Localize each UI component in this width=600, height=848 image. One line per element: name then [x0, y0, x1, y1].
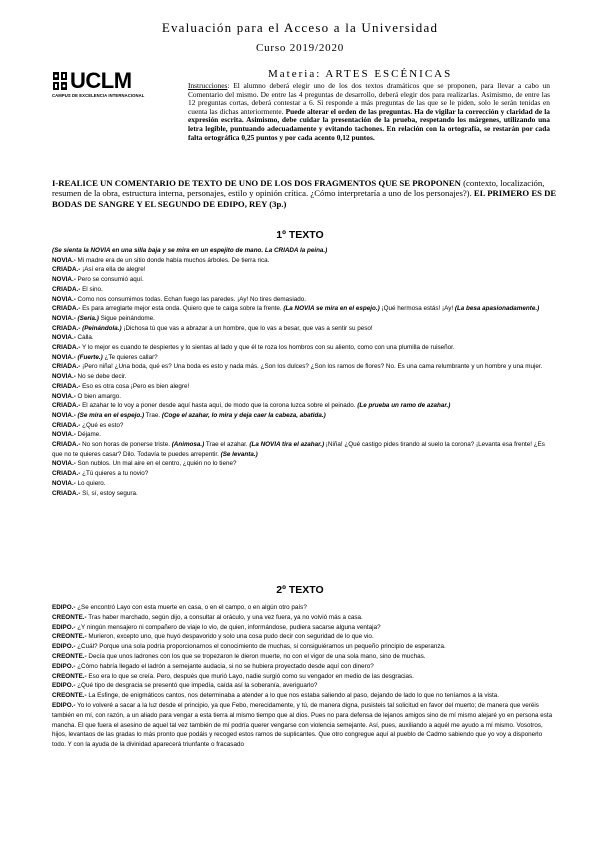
instructions-label: Instrucciones	[188, 81, 228, 90]
line-text: Pero se consumió aquí.	[75, 276, 144, 284]
line-text: Lo quiero.	[75, 479, 106, 487]
speaker-name: EDIPO.-	[52, 662, 76, 670]
speaker-name: CRIADA.-	[52, 382, 81, 390]
task-lead: I-REALICE UN COMENTARIO DE TEXTO DE UNO DE LOS DOS FRAGMENTOS QUE SE PROPONEN	[52, 178, 461, 188]
dialogue-line	[52, 382, 557, 392]
line-text: No se debe decir.	[75, 373, 127, 381]
dialogue-line	[52, 343, 557, 353]
speaker-name: NOVIA.-	[52, 411, 76, 419]
line-text: ¡Niña! ¿Qué castigo pides tirando al suelo la corona? ¡Levanta esa frente! ¿Es que no te quieres casar? Dilo. Todavía te puedes arrepentir.	[52, 441, 545, 458]
dialogue-line	[52, 353, 557, 363]
line-text: Y lo mejor es cuando te despiertes y lo sientas al lado y que él te roza los hombros con su aliento, como con una plumilla de ruiseñor.	[80, 344, 455, 352]
stage-direction: (Seria.)	[75, 314, 99, 322]
line-text: ¡Dichosa tú que vas a abrazar a un hombre, que lo vas a besar, que vas a sentir su peso!	[121, 324, 373, 332]
line-text: Trae.	[144, 411, 162, 419]
text2-dialogue	[52, 603, 557, 750]
dialogue-line	[52, 314, 557, 324]
text1-dialogue	[52, 246, 557, 498]
dialogue-line	[52, 362, 557, 372]
speaker-name: CRIADA.-	[52, 441, 81, 449]
speaker-name: CREONTE.-	[52, 692, 87, 700]
line-text: Decía que unos ladrones con los que se tropezaron le dieron muerte, no con el vigor de una sola mano, sino de muchas.	[86, 652, 426, 660]
line-text: Mi madre era de un sitio donde había muchos árboles. De tierra rica.	[75, 256, 270, 264]
line-text: Es para arreglarte mejor esta onda. Quiero que te caiga sobre la frente.	[80, 305, 284, 313]
line-text: La Esfinge, de enigmáticos cantos, nos determinaba a atender a lo que nos estaba saliendo al paso, dejando de lado lo que no teníamos a la vista.	[86, 692, 500, 700]
dialogue-line	[52, 372, 557, 382]
speaker-name: CRIADA.-	[52, 402, 81, 410]
line-text: No son horas de ponerse triste.	[80, 441, 172, 449]
line-text: ¿Qué tipo de desgracia se presentó que impedía, caída así la soberanía, averiguarlo?	[75, 682, 318, 690]
dialogue-line	[52, 411, 557, 421]
speaker-name: CREONTE.-	[52, 672, 87, 680]
line-text: Sigue peinándome.	[98, 314, 155, 322]
stage-direction: (Le prueba un ramo de azahar.)	[357, 402, 451, 410]
line-text: ¡Así era ella de alegre!	[80, 266, 146, 274]
speaker-name: EDIPO.-	[52, 682, 76, 690]
speaker-name: CRIADA.-	[52, 344, 81, 352]
line-text: ¿Y ningún mensajero ni compañero de viaje lo vio, de quien, informándose, pudiera sacarse alguna ventaja?	[75, 623, 381, 631]
task-detail: (contexto, localización, resumen de la obra, estructura interna, personajes, estilo y opinión crítica. ¿Cómo interpretaría a uno de los personajes?).	[52, 178, 545, 199]
line-text: Sí, sí, estoy segura.	[80, 489, 138, 497]
line-text: ¿Cuál? Porque una sola podría proporcionarnos el conocimiento de muchas, si consiguiéramos un pequeño principio de esperanza.	[75, 643, 446, 651]
speaker-name: CRIADA.-	[52, 305, 81, 313]
speaker-name: NOVIA.-	[52, 314, 76, 322]
exam-title: Evaluación para el Acceso a la Universidad	[161, 20, 439, 35]
dialogue-line	[52, 662, 557, 672]
dialogue-line	[52, 691, 557, 701]
line-text: Yo lo volveré a sacar a la luz desde el principio, ya que Febo, merecidamente, y tú, de manera digna, pusisteis tal solicitud en favor del muerto; de manera que veréis también en mí, con razón, a un aliado para vengar a esta tierra al mismo tiempo que al dios. Pues no para defensa de lejanos amigos sino de mí mismo alejaré yo en persona esta mancha. El que fuera el asesino de aquel tal vez también de mí podría querer vengarse con violencia semejante. Así, pues, auxiliando a aquél me ayudo a mí mismo. Vosotros, hijos, levantaos de las gradas lo más pronto que podáis y recoged estos ramos de suplicantes. Que otro congregue aquí al pueblo de Cadmo sabiendo que yo voy a disponerlo todo. Y con la ayuda de la divinidad aparecerá triunfante o fracasado	[52, 701, 553, 749]
instructions-body: : El alumno deberá elegir uno de los dos textos dramáticos que se proponen, para llevar a cabo un Comentario del mismo. De entre las 4 preguntas de desarrollo, deberá elegir dos para realizarlas. Asimismo, de entre las 12 preguntas cortas, deberá contestar a 6. Si responde a más preguntas de las que se le piden, solo le serán tenidas en cuenta las dichas anteriormente.	[188, 81, 550, 116]
speaker-name: CRIADA.-	[52, 470, 81, 478]
dialogue-line	[52, 285, 557, 295]
dialogue-line	[52, 623, 557, 633]
speaker-name: NOVIA.-	[52, 295, 76, 303]
speaker-name: CREONTE.-	[52, 613, 87, 621]
stage-direction: (La besa apasionadamente.)	[454, 305, 540, 313]
line-text: Eso era lo que se creía. Pero, después que murió Layo, nadie surgió como su vengador en medio de las desgracias.	[86, 672, 414, 680]
speaker-name: EDIPO.-	[52, 701, 76, 709]
uclm-logo	[52, 68, 152, 98]
stage-direction: (Se levanta.)	[220, 450, 258, 458]
dialogue-line	[52, 265, 557, 275]
text1-heading: 1º TEXTO	[276, 229, 324, 241]
dialogue-line	[52, 479, 557, 489]
speaker-name: CRIADA.-	[52, 489, 81, 497]
speaker-name: CREONTE.-	[52, 652, 87, 660]
dialogue-line	[52, 440, 557, 459]
speaker-name: CRIADA.-	[52, 285, 81, 293]
dialogue-line	[52, 642, 557, 652]
dialogue-line	[52, 275, 557, 285]
speaker-name: EDIPO.-	[52, 643, 76, 651]
text1-lines	[52, 256, 557, 499]
line-text: Eso es otra cosa ¡Pero es bien alegre!	[80, 382, 190, 390]
stage-direction: (Animosa.)	[171, 441, 205, 449]
dialogue-line	[52, 401, 557, 411]
speaker-name: NOVIA.-	[52, 334, 76, 342]
line-text: ¿Tú quieres a tu novio?	[80, 470, 149, 478]
stage-direction: (Peinándola.)	[80, 324, 122, 332]
speaker-name: EDIPO.-	[52, 623, 76, 631]
line-text: Calla.	[75, 334, 94, 342]
course-year: Curso 2019/2020	[255, 42, 345, 54]
speaker-name: CRIADA.-	[52, 324, 81, 332]
dialogue-line	[52, 701, 557, 750]
dialogue-line	[52, 672, 557, 682]
stage-direction: (Coge el azahar, lo mira y deja caer la cabeza, abatida.)	[161, 411, 326, 419]
dialogue-line	[52, 489, 557, 499]
subject: Materia: ARTES ESCÉNICAS	[268, 68, 453, 80]
line-text: O bien amargo.	[75, 392, 121, 400]
speaker-name: CRIADA.-	[52, 266, 81, 274]
dialogue-line	[52, 603, 557, 613]
speaker-name: NOVIA.-	[52, 256, 76, 264]
uclm-crest-icon	[52, 71, 68, 91]
stage-direction: (Se mira en el espejo.)	[75, 411, 145, 419]
speaker-name: NOVIA.-	[52, 276, 76, 284]
line-text: Como nos consumimos todas. Echan fuego las paredes. ¡Ay! No tires demasiado.	[75, 295, 306, 303]
dialogue-line	[52, 681, 557, 691]
line-text: El sino.	[80, 285, 103, 293]
task-statement	[52, 178, 557, 209]
speaker-name: EDIPO.-	[52, 604, 76, 611]
speaker-name: CRIADA.-	[52, 421, 81, 429]
dialogue-line	[52, 632, 557, 642]
instructions-bold: Puede alterar el orden de las preguntas. Ha de vigilar la corrección y claridad de la expresión escrita. Asimismo, debe cuidar la presentación de la prueba, respetando los márgenes, utilizando una letra legible, puntuando adecuadamente y evitando tachones. En relación con la ortografía, se restarán por cada falta ortográfica 0,25 puntos y por cada acento 0,12 puntos.	[188, 106, 550, 142]
speaker-name: NOVIA.-	[52, 373, 76, 381]
speaker-name: NOVIA.-	[52, 353, 76, 361]
line-text: ¿Cómo habría llegado el ladrón a semejante audacia, si no se hubiera proyectado desde aquí con dinero?	[75, 662, 374, 670]
dialogue-line	[52, 430, 557, 440]
line-text: Murieron, excepto uno, que huyó despavorido y solo una cosa pudo decir con seguridad de lo que vio.	[86, 633, 374, 641]
dialogue-line	[52, 392, 557, 402]
dialogue-line	[52, 324, 557, 334]
dialogue-line	[52, 304, 557, 314]
line-text: Déjame.	[75, 431, 101, 439]
text2-heading: 2º TEXTO	[276, 584, 324, 596]
text1-intro: (Se sienta la NOVIA en una silla baja y se mira en un espejito de mano. La CRIADA la peina.)	[52, 247, 328, 254]
dialogue-line	[52, 421, 557, 431]
speaker-name: CRIADA.-	[52, 363, 81, 371]
logo-name: UCLM	[70, 68, 132, 93]
line-text: Tras haber marchado, según dijo, a consultar al oráculo, y una vez fuera, ya no volvió más a casa.	[86, 613, 363, 621]
line-text: ¿Se encontró Layo con esta muerte en casa, o en el campo, o en algún otro país?	[75, 604, 307, 611]
stage-direction: (La NOVIA se mira en el espejo.)	[283, 305, 380, 313]
text2-lines	[52, 603, 557, 750]
speaker-name: NOVIA.-	[52, 431, 76, 439]
speaker-name: CREONTE.-	[52, 633, 87, 641]
dialogue-line	[52, 652, 557, 662]
logo-subtitle: CAMPUS DE EXCELENCIA INTERNACIONAL	[52, 93, 145, 98]
speaker-name: NOVIA.-	[52, 479, 76, 487]
line-text: ¡Pero niña! ¿Una boda, qué es? Una boda es esto y nada más. ¿Son los dulces? ¿Son los ramos de flores? No. Es una cama relumbrante y un hombre y una mujer.	[80, 363, 543, 371]
dialogue-line	[52, 613, 557, 623]
dialogue-line	[52, 333, 557, 343]
dialogue-line	[52, 469, 557, 479]
speaker-name: NOVIA.-	[52, 460, 76, 468]
line-text: ¿Qué es esto?	[80, 421, 124, 429]
line-text: El azahar te lo voy a poner desde aquí hasta aquí, de modo que la corona luzca sobre el peinado.	[80, 402, 358, 410]
dialogue-line	[52, 295, 557, 305]
dialogue-line	[52, 459, 557, 469]
line-text: ¡Qué hermosa estás! ¡Ay!	[379, 305, 455, 313]
line-text: ¿Te quieres callar?	[102, 353, 158, 361]
stage-direction: (Fuerte.)	[75, 353, 103, 361]
instructions	[188, 82, 550, 142]
stage-direction: (La NOVIA tira el azahar.)	[249, 441, 325, 449]
line-text: Son nublos. Un mal aire en el centro, ¿quién no lo tiene?	[75, 460, 237, 468]
speaker-name: NOVIA.-	[52, 392, 76, 400]
dialogue-line	[52, 256, 557, 266]
task-tail: EL PRIMERO ES DE BODAS DE SANGRE Y EL SEGUNDO DE EDIPO, REY (3p.)	[52, 188, 557, 209]
line-text: Trae el azahar.	[204, 441, 250, 449]
